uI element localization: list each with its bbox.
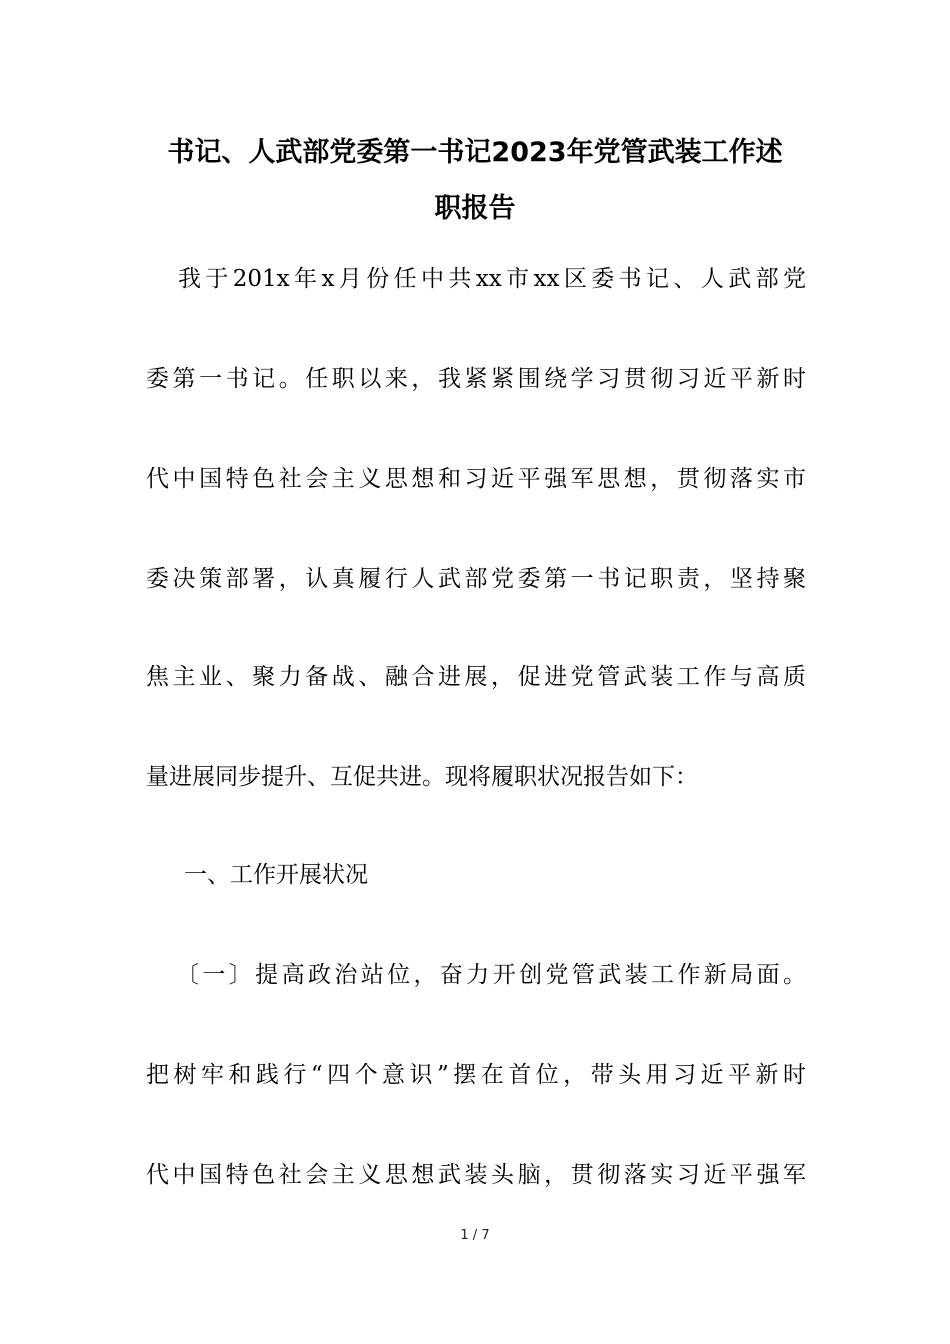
- body-line-5: 焦主业、聚力备战、融合进展，促进党管武装工作与高质: [146, 664, 806, 690]
- document-title-line-2: 职报告: [434, 193, 516, 224]
- document-title-line-1: 书记、人武部党委第一书记2023年党管武装工作述: [167, 137, 783, 168]
- page-number: 1 / 7: [460, 1228, 490, 1243]
- body-line-1: 我于201x年x月份任中共xx市xx区委书记、人武部党: [178, 266, 806, 292]
- body-line-9: 把树牢和践行“四个意识”摆在首位，带头用习近平新时: [146, 1062, 806, 1088]
- body-line-3: 代中国特色社会主义思想和习近平强军思想，贯彻落实市: [146, 466, 806, 492]
- subsection-heading: 〔一〕提高政治站位，奋力开创党管武装工作新局面。: [176, 962, 806, 988]
- body-line-4: 委决策部署，认真履行人武部党委第一书记职责，坚持聚: [146, 566, 806, 592]
- body-line-2: 委第一书记。任职以来，我紧紧围绕学习贯彻习近平新时: [146, 366, 806, 392]
- section-heading: 一、工作开展状况: [184, 862, 368, 888]
- body-line-10: 代中国特色社会主义思想武装头脑，贯彻落实习近平强军: [146, 1162, 806, 1188]
- body-line-6: 量进展同步提升、互促共进。现将履职状况报告如下：: [146, 764, 698, 790]
